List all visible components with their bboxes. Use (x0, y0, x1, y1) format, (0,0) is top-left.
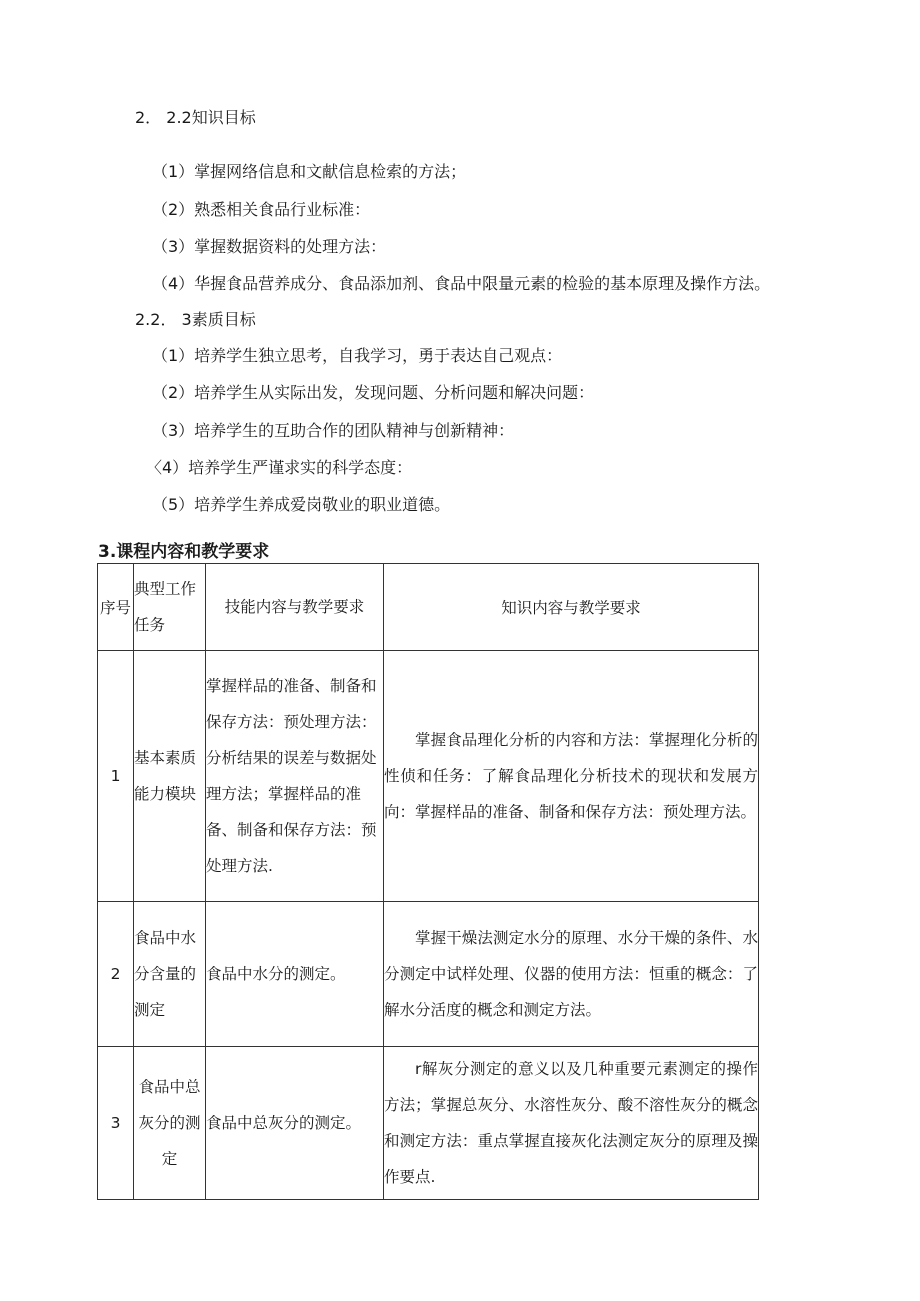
row-knowledge: 掌握干燥法测定水分的原理、水分干燥的条件、水分测定中试样处理、仪器的使用方法：恒重的概念：了解水分活度的概念和测定方法。 (384, 902, 759, 1047)
row-task: 食品中水分含量的测定 (134, 902, 206, 1047)
course-content-heading: 3.课程内容和教学要求 (98, 542, 270, 562)
row-number: 2 (98, 902, 134, 1047)
knowledge-goal-item: （2）熟悉相关食品行业标准： (152, 200, 371, 219)
knowledge-goal-item: （3）掌握数据资料的处理方法： (152, 237, 387, 256)
table-header-row (98, 564, 759, 651)
table-row (98, 902, 759, 1047)
header-number: 序号 (98, 564, 134, 651)
row-knowledge: r解灰分测定的意义以及几种重要元素测定的操作方法；掌握总灰分、水溶性灰分、酸不溶性灰分的概念和测定方法：重点掌握直接灰化法测定灰分的原理及操作要点. (384, 1047, 759, 1200)
course-content-table (97, 563, 759, 1200)
row-knowledge: 掌握食品理化分析的内容和方法：掌握理化分析的性侦和任务：了解食品理化分析技术的现状和发展方向：掌握样品的准备、制备和保存方法：预处理方法。 (384, 651, 759, 902)
quality-goal-item: （2）培养学生从实际出发，发现问题、分析问题和解决问题： (152, 383, 595, 402)
table-row (98, 651, 759, 902)
row-skill: 食品中总灰分的测定。 (206, 1047, 384, 1200)
header-skill: 技能内容与教学要求 (206, 564, 384, 651)
header-task: 典型工作任务 (134, 564, 206, 651)
knowledge-goal-item: （1）掌握网络信息和文献信息检索的方法； (152, 162, 467, 181)
knowledge-goals-title: 2． 2.2知识目标 (135, 108, 256, 127)
row-task: 食品中总灰分的测定 (134, 1047, 206, 1200)
row-number: 3 (98, 1047, 134, 1200)
header-knowledge: 知识内容与教学要求 (384, 564, 759, 651)
knowledge-goal-item: （4）华握食品营养成分、食品添加剂、食品中限量元素的检验的基本原理及操作方法。 (152, 274, 771, 293)
quality-goals-title: 2.2． 3素质目标 (135, 310, 256, 329)
row-number: 1 (98, 651, 134, 902)
row-task: 基本素质能力模块 (134, 651, 206, 902)
quality-goal-item: 〈4）培养学生严谨求实的科学态度： (146, 458, 413, 477)
quality-goal-item: （3）培养学生的互助合作的团队精神与创新精神： (152, 421, 515, 440)
quality-goal-item: （5）培养学生养成爱岗敬业的职业道德。 (152, 495, 451, 514)
row-skill: 掌握样品的准备、制备和保存方法：预处理方法：分析结果的误差与数据处理方法；掌握样品的准备、制备和保存方法：预处理方法. (206, 651, 384, 902)
table-row (98, 1047, 759, 1200)
quality-goal-item: （1）培养学生独立思考，自我学习，勇于表达自己观点： (152, 346, 563, 365)
row-skill: 食品中水分的测定。 (206, 902, 384, 1047)
